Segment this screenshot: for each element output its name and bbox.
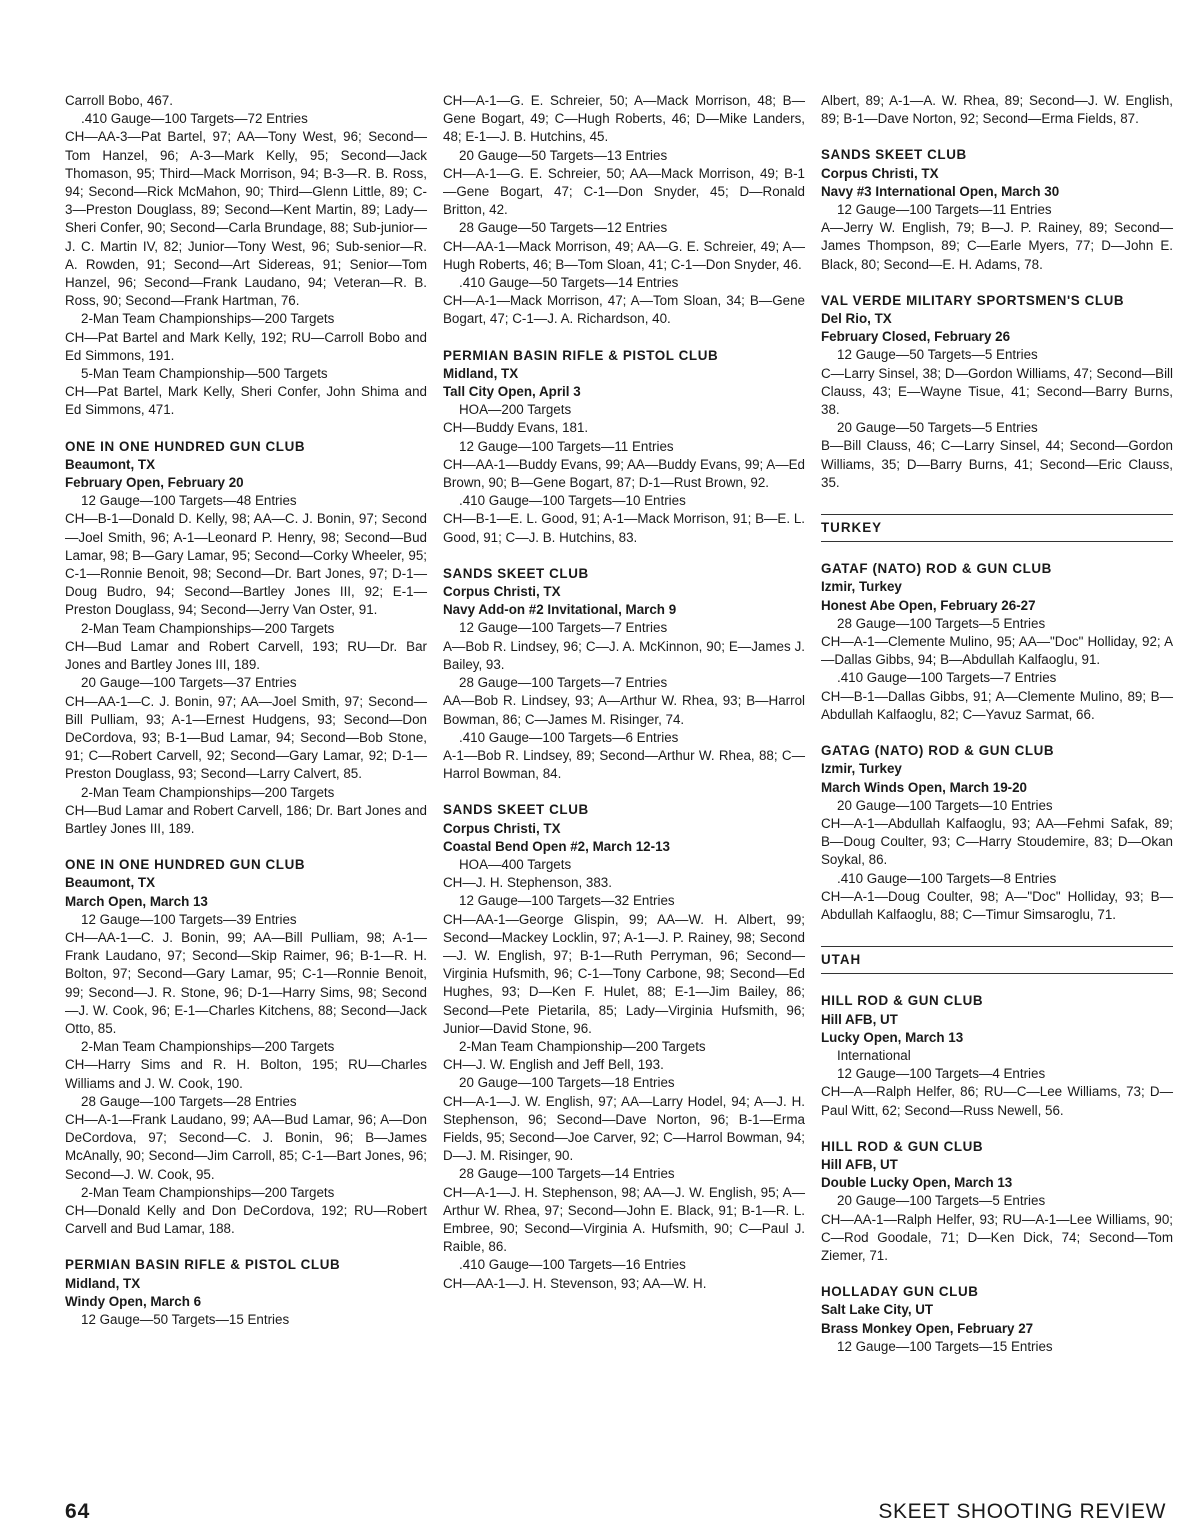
club-location: Izmir, Turkey	[821, 579, 902, 595]
gauge-heading: 2-Man Team Championships—200 Targets	[81, 784, 335, 800]
continued-block	[65, 92, 427, 420]
result-text: CH—AA-1—Ralph Helfer, 93; RU—A-1—Lee Williams, 90; C—Rod Goodale, 71; D—Ken Dick, 74; Second—Tom Ziemer, 71.	[821, 1211, 1173, 1263]
gauge-heading: 20 Gauge—100 Targets—18 Entries	[459, 1075, 675, 1091]
club-location: Beaumont, TX	[65, 456, 156, 472]
club-location: Hill AFB, UT	[821, 1011, 898, 1027]
result-text: AA—Bob R. Lindsey, 93; A—Arthur W. Rhea, 93; B—Harrol Bowman, 86; C—James M. Risinger, 74.	[443, 693, 805, 727]
event-title: Lucky Open, March 13	[821, 1029, 964, 1045]
event-title: Navy #3 International Open, March 30	[821, 183, 1060, 199]
gauge-heading: 12 Gauge—50 Targets—5 Entries	[837, 347, 1038, 363]
gauge-heading: 12 Gauge—100 Targets—4 Entries	[837, 1066, 1046, 1082]
gauge-heading: International	[837, 1047, 911, 1063]
result-text: A-1—Bob R. Lindsey, 89; Second—Arthur W. Rhea, 88; C—Harrol Bowman, 84.	[443, 747, 805, 782]
gauge-heading: 12 Gauge—100 Targets—15 Entries	[837, 1338, 1053, 1354]
column-2	[443, 92, 805, 1293]
club-name: PERMIAN BASIN RIFLE & PISTOL CLUB	[65, 1257, 341, 1273]
club-location: Hill AFB, UT	[821, 1156, 898, 1172]
section-rule-bottom	[821, 541, 1173, 542]
event-title: Brass Monkey Open, February 27	[821, 1320, 1034, 1336]
club-block	[443, 347, 805, 547]
gauge-heading: 20 Gauge—100 Targets—5 Entries	[837, 1193, 1046, 1209]
gauge-heading: 12 Gauge—50 Targets—15 Entries	[81, 1312, 290, 1327]
gauge-heading: .410 Gauge—100 Targets—7 Entries	[837, 670, 1057, 686]
result-text: CH—J. W. English and Jeff Bell, 193.	[443, 1057, 664, 1073]
gauge-heading: 20 Gauge—50 Targets—13 Entries	[459, 147, 668, 163]
section-rule-bottom	[821, 973, 1173, 974]
club-name: VAL VERDE MILITARY SPORTSMEN'S CLUB	[821, 292, 1125, 308]
result-text: CH—AA-1—Buddy Evans, 99; AA—Buddy Evans, 99; A—Ed Brown, 90; B—Gene Bogart, 87; D-1—Rust Brown, 92.	[443, 456, 805, 491]
result-text: CH—AA-1—George Glispin, 99; AA—W. H. Albert, 99; Second—Mackey Locklin, 97; A-1—J. P. Rainey, 98; Second—J. W. English, 97; B-1—Ruth Perryman, 96; Second—Virginia Hufsmith, 96; C-1—Tony Carbone, 98; Second—Ed Hughes, 93; D—Ken F. Hulet, 88; E-1—Jim Bailey, 86; Second—Pete Pietarila, 85; Lady—Virginia Hufsmith, 96; Junior—David Stone, 96.	[443, 911, 805, 1036]
club-name: ONE IN ONE HUNDRED GUN CLUB	[65, 857, 306, 873]
club-block	[821, 742, 1173, 924]
result-text: CH—A-1—J. W. English, 97; AA—Larry Hodel, 94; A—J. H. Stephenson, 96; Second—Dave Norton, 96; B-1—Erma Fields, 95; Second—Joe Carver, 92; C—Harrol Bowman, 94; D—J. M. Risinger, 90.	[443, 1093, 805, 1164]
result-text: C—Larry Sinsel, 38; D—Gordon Williams, 47; Second—Bill Clauss, 43; E—Wayne Tisue, 41; Second—Barry Burns, 38.	[821, 365, 1173, 418]
club-name: GATAF (NATO) ROD & GUN CLUB	[821, 561, 1052, 577]
club-name: PERMIAN BASIN RIFLE & PISTOL CLUB	[443, 347, 719, 363]
gauge-heading: 20 Gauge—100 Targets—10 Entries	[837, 797, 1053, 813]
result-text: CH—Buddy Evans, 181.	[443, 420, 589, 436]
gauge-heading: HOA—200 Targets	[459, 402, 572, 418]
club-location: Corpus Christi, TX	[443, 584, 561, 600]
club-block	[821, 560, 1173, 724]
gauge-heading: 20 Gauge—100 Targets—37 Entries	[81, 675, 297, 691]
club-block	[821, 992, 1173, 1119]
page-number: 64	[65, 1500, 91, 1523]
club-block	[821, 292, 1173, 492]
gauge-heading: 5-Man Team Championship—500 Targets	[81, 366, 328, 382]
state-heading: UTAH	[821, 952, 862, 968]
gauge-heading: 12 Gauge—100 Targets—39 Entries	[81, 911, 297, 927]
result-text: CH—Bud Lamar and Robert Carvell, 193; RU—Dr. Bar Jones and Bartley Jones III, 189.	[65, 638, 427, 673]
club-block	[65, 856, 427, 1238]
result-text: CH—B-1—Donald D. Kelly, 98; AA—C. J. Bonin, 97; Second—Joel Smith, 96; A-1—Leonard P. Henry, 98; Second—Bud Lamar, 98; B—Gary Lamar, 95; Second—Corky Wheeler, 95; C-1—Ronnie Benoit, 98; Second—Dr. Bart Jones, 97; D-1—Doug Budro, 94; Second—Bartley Jones III, 92; E-1—Preston Douglass, 94; Second—Jerry Van Oster, 91.	[65, 511, 427, 618]
gauge-heading: 2-Man Team Championships—200 Targets	[81, 620, 335, 636]
club-name: ONE IN ONE HUNDRED GUN CLUB	[65, 438, 306, 454]
event-title: February Closed, February 26	[821, 329, 1011, 345]
gauge-heading: 12 Gauge—100 Targets—7 Entries	[459, 620, 668, 636]
result-text: CH—A—Ralph Helfer, 86; RU—C—Lee Williams, 73; D—Paul Witt, 62; Second—Russ Newell, 56.	[821, 1084, 1173, 1118]
result-text: CH—AA-1—C. J. Bonin, 99; AA—Bill Pulliam, 98; A-1—Frank Laudano, 97; Second—Skip Raimer, 96; B-1—R. H. Bolton, 97; Second—Gary Lamar, 95; C-1—Ronnie Benoit, 99; Second—J. R. Stone, 96; D-1—Harry Sims, 98; Second—J. W. Cook, 96; E-1—Charles Kitchens, 88; Second—Jack Otto, 85.	[65, 929, 427, 1036]
result-text: Albert, 89; A-1—A. W. Rhea, 89; Second—J. W. English, 89; B-1—Dave Norton, 92; Second—Erma Fields, 87.	[821, 93, 1173, 127]
club-name: SANDS SKEET CLUB	[821, 147, 967, 163]
club-block	[65, 1256, 427, 1329]
result-text: CH—A-1—Mack Morrison, 47; A—Tom Sloan, 34; B—Gene Bogart, 47; C-1—J. A. Richardson, 40.	[443, 293, 805, 327]
continued-block	[821, 92, 1173, 128]
event-title: Double Lucky Open, March 13	[821, 1175, 1013, 1191]
result-text: CH—A-1—Clemente Mulino, 95; AA—"Doc" Holliday, 92; A—Dallas Gibbs, 94; B—Abdullah Kalfaoglu, 91.	[821, 634, 1173, 668]
gauge-heading: 28 Gauge—100 Targets—7 Entries	[459, 675, 668, 691]
result-text: CH—A-1—Frank Laudano, 99; AA—Bud Lamar, 96; A—Don DeCordova, 97; Second—C. J. Bonin, 96; B—James McAnally, 90; Second—Jim Carroll, 85; C-1—Bart Jones, 96; Second—J. W. Cook, 95.	[65, 1111, 427, 1182]
gauge-heading: 28 Gauge—100 Targets—14 Entries	[459, 1166, 675, 1182]
event-title: Windy Open, March 6	[65, 1293, 202, 1309]
result-text: CH—AA-1—Mack Morrison, 49; AA—G. E. Schreier, 49; A—Hugh Roberts, 46; B—Tom Sloan, 41; C-1—Don Snyder, 46.	[443, 238, 805, 272]
gauge-heading: 28 Gauge—100 Targets—5 Entries	[837, 615, 1046, 631]
column-3	[821, 92, 1173, 1356]
gauge-heading: 12 Gauge—100 Targets—32 Entries	[459, 893, 675, 909]
club-location: Salt Lake City, UT	[821, 1302, 934, 1318]
club-name: GATAG (NATO) ROD & GUN CLUB	[821, 743, 1055, 759]
club-location: Midland, TX	[443, 365, 519, 381]
club-block	[821, 1138, 1173, 1265]
gauge-heading: 12 Gauge—100 Targets—11 Entries	[837, 202, 1052, 218]
result-text: CH—A-1—J. H. Stephenson, 98; AA—J. W. English, 95; A—Arthur W. Rhea, 97; Second—John E. Black, 91; B-1—R. L. Embree, 90; Second—Virginia A. Hufsmith, 90; C—Paul J. Raible, 86.	[443, 1184, 805, 1255]
event-title: Coastal Bend Open #2, March 12-13	[443, 838, 670, 854]
gauge-heading: 12 Gauge—100 Targets—48 Entries	[81, 493, 297, 509]
gauge-heading: .410 Gauge—100 Targets—6 Entries	[459, 729, 679, 745]
gauge-heading: 28 Gauge—100 Targets—28 Entries	[81, 1093, 297, 1109]
event-title: February Open, February 20	[65, 475, 244, 491]
gauge-heading: .410 Gauge—100 Targets—16 Entries	[459, 1257, 686, 1273]
gauge-heading: .410 Gauge—100 Targets—72 Entries	[81, 111, 308, 127]
result-text: CH—AA-1—C. J. Bonin, 97; AA—Joel Smith, 97; Second—Bill Pulliam, 93; A-1—Ernest Hudgens, 93; Second—Don DeCordova, 93; B-1—Bud Lamar, 94; Second—Bob Stone, 91; C—Robert Carvell, 92; Second—Gary Lamar, 92; D-1—Preston Douglass, 93; Second—Larry Calvert, 85.	[65, 693, 427, 782]
result-text: Carroll Bobo, 467.	[65, 93, 173, 108]
club-name: SANDS SKEET CLUB	[443, 565, 589, 581]
gauge-heading: 2-Man Team Championship—200 Targets	[459, 1038, 706, 1054]
result-text: CH—B-1—Dallas Gibbs, 91; A—Clemente Mulino, 89; B—Abdullah Kalfaoglu, 82; C—Yavuz Sarmat, 66.	[821, 688, 1173, 722]
event-title: Tall City Open, April 3	[443, 384, 581, 400]
gauge-heading: 20 Gauge—50 Targets—5 Entries	[837, 420, 1038, 436]
club-location: Midland, TX	[65, 1275, 141, 1291]
gauge-heading: .410 Gauge—100 Targets—10 Entries	[459, 493, 686, 509]
club-name: SANDS SKEET CLUB	[443, 802, 589, 818]
column-1	[65, 92, 427, 1329]
result-text: A—Bob R. Lindsey, 96; C—J. A. McKinnon, 90; E—James J. Bailey, 93.	[443, 638, 805, 672]
state-section	[821, 946, 1173, 974]
club-location: Corpus Christi, TX	[821, 165, 939, 181]
result-text: CH—A-1—Doug Coulter, 98; A—"Doc" Holliday, 93; B—Abdullah Kalfaoglu, 88; C—Timur Simsaroglu, 71.	[821, 888, 1173, 922]
club-name: HILL ROD & GUN CLUB	[821, 1138, 984, 1154]
event-title: March Winds Open, March 19-20	[821, 779, 1027, 795]
gauge-heading: 12 Gauge—100 Targets—11 Entries	[459, 438, 674, 454]
gauge-heading: HOA—400 Targets	[459, 856, 572, 872]
result-text: CH—Harry Sims and R. H. Bolton, 195; RU—Charles Williams and J. W. Cook, 190.	[65, 1057, 427, 1091]
event-title: Honest Abe Open, February 26-27	[821, 597, 1036, 613]
result-text: CH—AA-3—Pat Bartel, 97; AA—Tony West, 96; Second—Tom Hanzel, 96; A-3—Mark Kelly, 95; Second—Jack Thomason, 95; Third—Mack Morrison, 94; B-3—R. B. Ross, 94; Second—Rick McMahon, 90; Third—Glenn Little, 89; C-3—Preston Douglass, 89; Second—Kent Martin, 89; Lady—Sheri Confer, 90; Second—Carla Brundage, 88; Sub-junior—J. C. Martin IV, 82; Junior—Tony West, 96; Sub-senior—R. A. Rowden, 91; Second—Art Sidereas, 91; Senior—Tom Hanzel, 96; Second—Frank Laudano, 94; Veteran—R. B. Ross, 90; Second—Frank Hartman, 76.	[65, 129, 427, 309]
result-text: CH—Donald Kelly and Don DeCordova, 192; RU—Robert Carvell and Bud Lamar, 188.	[65, 1202, 427, 1237]
event-title: Navy Add-on #2 Invitational, March 9	[443, 602, 677, 618]
club-block	[821, 146, 1173, 273]
continued-block	[443, 92, 805, 329]
club-block	[65, 438, 427, 838]
result-text: CH—Bud Lamar and Robert Carvell, 186; Dr. Bart Jones and Bartley Jones III, 189.	[65, 802, 427, 836]
gauge-heading: 2-Man Team Championships—200 Targets	[81, 311, 335, 327]
event-title: March Open, March 13	[65, 893, 208, 909]
gauge-heading: 28 Gauge—50 Targets—12 Entries	[459, 220, 668, 236]
club-location: Izmir, Turkey	[821, 761, 902, 777]
gauge-heading: .410 Gauge—50 Targets—14 Entries	[459, 275, 679, 291]
club-location: Corpus Christi, TX	[443, 820, 561, 836]
gauge-heading: .410 Gauge—100 Targets—8 Entries	[837, 870, 1057, 886]
result-text: A—Jerry W. English, 79; B—J. P. Rainey, 89; Second—James Thompson, 89; C—Earle Myers, 77; D—John E. Black, 80; Second—E. H. Adams, 78.	[821, 220, 1173, 272]
result-text: CH—Pat Bartel, Mark Kelly, Sheri Confer, John Shima and Ed Simmons, 471.	[65, 384, 427, 418]
gauge-heading: 2-Man Team Championships—200 Targets	[81, 1184, 335, 1200]
gauge-heading: 2-Man Team Championships—200 Targets	[81, 1039, 335, 1055]
result-text: CH—A-1—G. E. Schreier, 50; A—Mack Morrison, 48; B—Gene Bogart, 49; C—Hugh Roberts, 46; D—Mike Landers, 48; E-1—J. B. Hutchins, 45.	[443, 93, 805, 145]
club-name: HILL ROD & GUN CLUB	[821, 993, 984, 1009]
result-text: B—Bill Clauss, 46; C—Larry Sinsel, 44; Second—Gordon Williams, 35; D—Barry Burns, 41; Second—Eric Clauss, 35.	[821, 438, 1173, 490]
club-block	[443, 565, 805, 783]
result-text: CH—A-1—G. E. Schreier, 50; AA—Mack Morrison, 49; B-1—Gene Bogart, 47; C-1—Don Snyder, 45; D—Ronald Britton, 42.	[443, 165, 805, 218]
result-text: CH—J. H. Stephenson, 383.	[443, 875, 612, 891]
result-text: CH—Pat Bartel and Mark Kelly, 192; RU—Carroll Bobo and Ed Simmons, 191.	[65, 329, 427, 363]
club-block	[821, 1283, 1173, 1356]
result-text: CH—B-1—E. L. Good, 91; A-1—Mack Morrison, 91; B—E. L. Good, 91; C—J. B. Hutchins, 83.	[443, 511, 805, 545]
state-section	[821, 514, 1173, 542]
club-location: Del Rio, TX	[821, 311, 892, 327]
magazine-title: SKEET SHOOTING REVIEW	[878, 1500, 1166, 1523]
club-block	[443, 801, 805, 1292]
state-heading: TURKEY	[821, 520, 883, 536]
result-text: CH—A-1—Abdullah Kalfaoglu, 93; AA—Fehmi Safak, 89; B—Doug Coulter, 93; C—Harry Stoudemire, 83; D—Okan Soykal, 86.	[821, 815, 1173, 868]
club-location: Beaumont, TX	[65, 875, 156, 891]
result-text: CH—AA-1—J. H. Stevenson, 93; AA—W. H.	[443, 1275, 707, 1291]
club-name: HOLLADAY GUN CLUB	[821, 1284, 979, 1300]
